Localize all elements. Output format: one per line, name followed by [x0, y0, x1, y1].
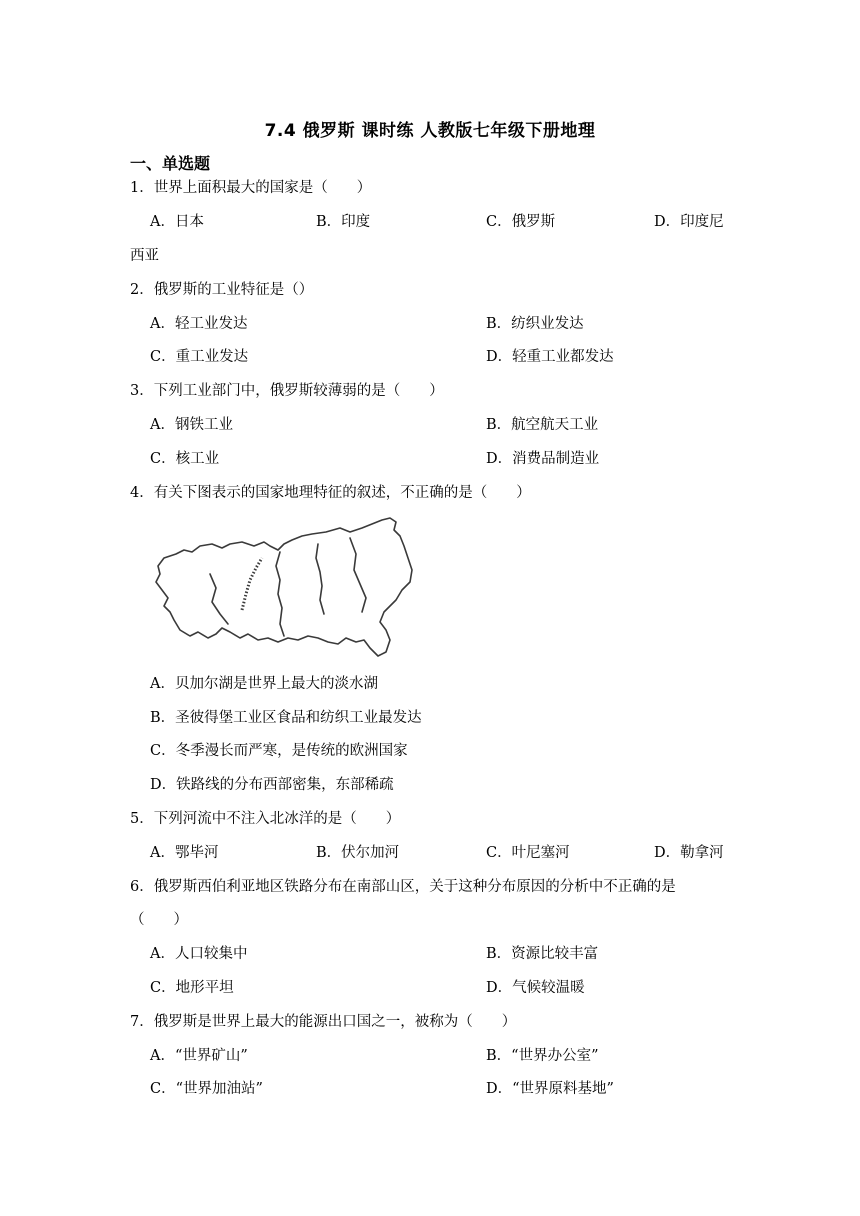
question-6-option-a: A．人口较集中	[150, 946, 248, 962]
question-1-option-a: A．日本	[150, 214, 204, 230]
question-3-option-b: B．航空航天工业	[486, 417, 599, 433]
question-5-option-c: C．叶尼塞河	[486, 845, 570, 861]
question-7-option-d: D．“世界原料基地”	[486, 1081, 614, 1097]
question-3-stem: 3．下列工业部门中，俄罗斯较薄弱的是（ ）	[130, 383, 444, 399]
question-6-stem-wrap: （ ）	[130, 912, 188, 928]
river-volga	[210, 574, 228, 624]
question-2-stem: 2．俄罗斯的工业特征是（）	[130, 282, 314, 298]
question-4-option-d: D．铁路线的分布西部密集，东部稀疏	[150, 777, 394, 793]
section-heading: 一、单选题	[130, 154, 211, 173]
question-5-option-b: B．伏尔加河	[316, 845, 400, 861]
river-yenisei	[316, 544, 324, 614]
question-7-option-c: C．“世界加油站”	[150, 1081, 263, 1097]
question-2-option-b: B．纺织业发达	[486, 316, 584, 332]
river-lena	[350, 538, 366, 612]
question-2-option-a: A．轻工业发达	[150, 316, 248, 332]
question-4-option-a: A．贝加尔湖是世界上最大的淡水湖	[150, 676, 378, 692]
question-4-stem: 4．有关下图表示的国家地理特征的叙述，不正确的是（ ）	[130, 485, 531, 501]
river-ob	[276, 552, 284, 636]
page-title: 7.4 俄罗斯 课时练 人教版七年级下册地理	[264, 121, 596, 141]
question-1-option-c: C．俄罗斯	[486, 214, 556, 230]
question-1-option-d: D．印度尼	[654, 214, 724, 230]
question-7-option-a: A．“世界矿山”	[150, 1048, 248, 1064]
question-5-option-d: D．勒拿河	[654, 845, 724, 861]
question-3-option-d: D．消费品制造业	[486, 451, 600, 467]
question-6-option-c: C．地形平坦	[150, 980, 234, 996]
question-4-option-b: B．圣彼得堡工业区食品和纺织工业最发达	[150, 710, 422, 726]
question-6-stem: 6．俄罗斯西伯利亚地区铁路分布在南部山区，关于这种分布原因的分析中不正确的是	[130, 879, 676, 895]
question-2-option-c: C．重工业发达	[150, 349, 249, 365]
question-6-option-b: B．资源比较丰富	[486, 946, 599, 962]
ural-mountains-mark	[242, 558, 262, 610]
question-2-option-d: D．轻重工业都发达	[486, 349, 614, 365]
question-1-option-b: B．印度	[316, 214, 371, 230]
question-7-stem: 7．俄罗斯是世界上最大的能源出口国之一，被称为（ ）	[130, 1014, 517, 1030]
question-5-stem: 5．下列河流中不注入北冰洋的是（ ）	[130, 811, 401, 827]
question-1-stem: 1．世界上面积最大的国家是（ ）	[130, 180, 372, 196]
question-7-option-b: B．“世界办公室”	[486, 1048, 599, 1064]
question-4-option-c: C．冬季漫长而严寒，是传统的欧洲国家	[150, 743, 408, 759]
question-3-option-a: A．钢铁工业	[150, 417, 233, 433]
question-3-option-c: C．核工业	[150, 451, 220, 467]
russia-map-figure	[150, 514, 420, 660]
question-6-option-d: D．气候较温暖	[486, 980, 585, 996]
question-5-option-a: A．鄂毕河	[150, 845, 219, 861]
question-1-option-d-wrap: 西亚	[130, 248, 159, 264]
